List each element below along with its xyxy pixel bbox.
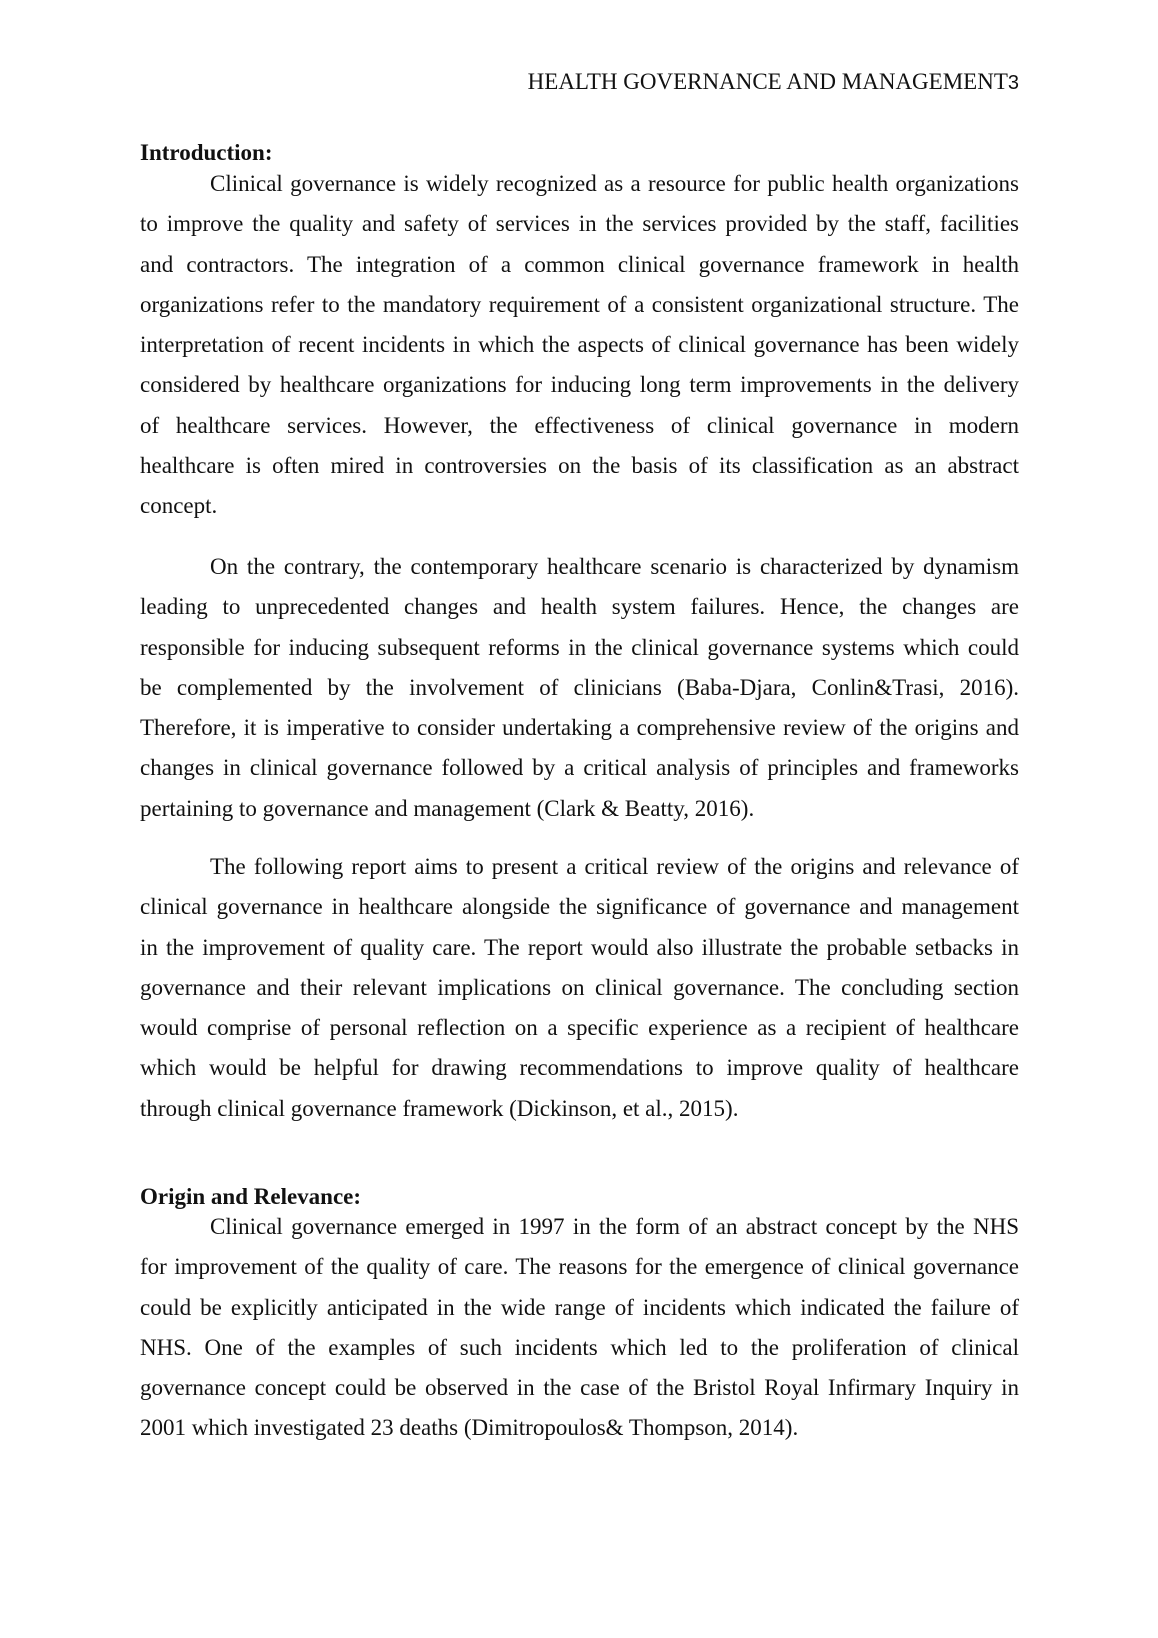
section-heading-origin-and-relevance: Origin and Relevance: <box>140 1184 362 1209</box>
text-line: in the improvement of quality care. The report would also illustrate the probable setbacks in <box>140 934 1019 960</box>
text-line: and contractors. The integration of a common clinical governance framework in health <box>140 251 1019 277</box>
text-line: could be explicitly anticipated in the wide range of incidents which indicated the failure of <box>140 1294 1019 1320</box>
text-line: governance and their relevant implications on clinical governance. The concluding section <box>140 974 1019 1000</box>
text-line: changes in clinical governance followed by a critical analysis of principles and frameworks <box>140 755 1019 781</box>
section-heading-introduction: Introduction: <box>140 140 273 165</box>
text-line: through clinical governance framework (Dickinson, et al., 2015). <box>140 1095 739 1121</box>
page-number: 3 <box>1007 72 1019 94</box>
text-line: healthcare is often mired in controversies on the basis of its classification as an abstract <box>140 453 1019 479</box>
paragraph <box>140 164 1019 527</box>
text-line: On the contrary, the contemporary healthcare scenario is characterized by dynamism <box>210 554 1019 579</box>
text-line: NHS. One of the examples of such incidents which led to the proliferation of clinical <box>140 1334 1019 1360</box>
text-line: would comprise of personal reflection on a specific experience as a recipient of healthcare <box>140 1015 1019 1041</box>
text-line: organizations refer to the mandatory requirement of a consistent organizational structure. The <box>140 291 1019 317</box>
paragraph <box>140 847 1019 1129</box>
text-line: of healthcare services. However, the effectiveness of clinical governance in modern <box>140 412 1019 438</box>
text-line: to improve the quality and safety of services in the services provided by the staff, facilities <box>140 211 1019 237</box>
text-line: leading to unprecedented changes and health system failures. Hence, the changes are <box>140 594 1019 620</box>
text-line: Clinical governance emerged in 1997 in the form of an abstract concept by the NHS <box>210 1214 1019 1239</box>
text-line: Therefore, it is imperative to consider undertaking a comprehensive review of the origins and <box>140 715 1019 741</box>
page-header <box>528 68 1019 97</box>
text-line: considered by healthcare organizations for inducing long term improvements in the delivery <box>140 372 1019 398</box>
text-line: concept. <box>140 493 218 519</box>
text-line: interpretation of recent incidents in which the aspects of clinical governance has been widely <box>140 332 1019 358</box>
paragraph <box>140 1207 1019 1449</box>
text-line: which would be helpful for drawing recommendations to improve quality of healthcare <box>140 1055 1019 1081</box>
text-line: clinical governance in healthcare alongside the significance of governance and management <box>140 894 1019 920</box>
running-head-title: HEALTH GOVERNANCE AND MANAGEMENT <box>527 69 1008 94</box>
text-line: for improvement of the quality of care. The reasons for the emergence of clinical governance <box>140 1254 1019 1280</box>
text-line: governance concept could be observed in the case of the Bristol Royal Infirmary Inquiry in <box>140 1375 1019 1401</box>
text-line: The following report aims to present a critical review of the origins and relevance of <box>210 854 1019 879</box>
text-line: Clinical governance is widely recognized as a resource for public health organizations <box>210 171 1019 196</box>
text-line: responsible for inducing subsequent reforms in the clinical governance systems which could <box>140 634 1019 660</box>
text-line: pertaining to governance and management (Clark & Beatty, 2016). <box>140 795 755 821</box>
text-line: 2001 which investigated 23 deaths (Dimitropoulos& Thompson, 2014). <box>140 1415 799 1441</box>
text-line: be complemented by the involvement of clinicians (Baba-Djara, Conlin&Trasi, 2016). <box>140 674 1019 700</box>
paragraph <box>140 547 1019 829</box>
